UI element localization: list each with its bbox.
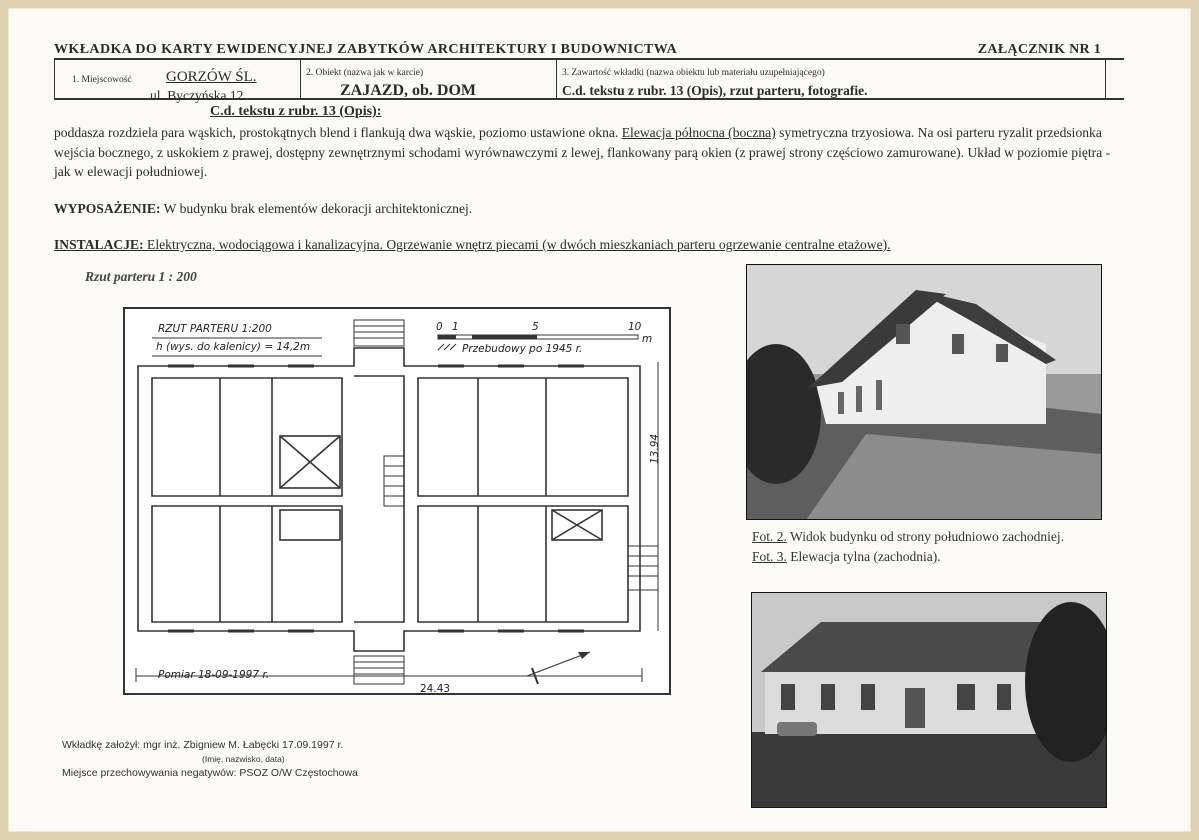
document-footer [62,738,358,780]
equipment-paragraph: WYPOSAŻENIE: W budynku brak elementów dekoracji architektonicznej. [54,200,473,216]
description-paragraph: poddasza rozdziela para wąskich, prostokątnych blend i flankują dwa wąskie, poziomo ustawione okna. Elewacja północna (boczna) symetryczna trzyosiowa. Na osi parteru ryzalit przedsionka wejścia bocznego, z uskokiem z prawej, dostępny zewnętrznymi schodami wyrównawczymi z lewej, flankowany parą okien (z prawej strony częściowo zamurowane). Układ w poziomie piętra - jak w elewacji południowej. [54,125,1111,179]
cell-separator [556,60,557,98]
floor-plan-drawing [122,306,672,696]
caption-photo-2: Fot. 2. Widok budynku od strony południowo zachodniej. [752,529,1064,544]
svg-text:5: 5 [532,321,539,333]
installations-label: INSTALACJE: [54,237,144,252]
photo-southwest-view [746,264,1102,520]
width-dimension: 24.43 [420,683,451,695]
cell-separator [1105,60,1106,98]
author-hint: (Imię, nazwisko, data) [202,754,285,764]
continuation-heading: C.d. tekstu z rubr. 13 (Opis): [210,104,382,119]
street-value: ul. Byczyńska 12 [150,88,244,103]
document-title: WKŁADKA DO KARTY EWIDENCYJNEJ ZABYTKÓW ARCHITEKTURY I BUDOWNICTWA [54,42,678,57]
object-value: ZAJAZD, ob. DOM [340,82,477,99]
svg-text:1: 1 [452,321,459,333]
cell-separator [54,60,55,98]
survey-date: Pomiar 18-09-1997 r. [158,669,270,681]
description-text [54,123,1124,255]
caption-photo-3: Fot. 3. Elewacja tylna (zachodnia). [752,548,941,564]
author-line: Wkładkę założył: mgr inż. Zbigniew M. Łabęcki 17.09.1997 r. [62,739,344,751]
annex-number: ZAŁĄCZNIK NR 1 [977,42,1101,57]
photo-rear-elevation [751,592,1107,808]
object-label: 2. Obiekt (nazwa jak w karcie) [306,68,424,78]
svg-text:Przebudowy po 1945 r.: Przebudowy po 1945 r. [462,343,583,355]
cell-separator [300,60,301,98]
equipment-label: WYPOSAŻENIE: [54,200,161,216]
storage-line: Miejsce przechowywania negatywów: PSOZ O/W Częstochowa [62,767,358,779]
content-label: 3. Zawartość wkładki (nazwa obiektu lub materiału uzupełniającego) [562,68,825,78]
svg-text:m: m [642,333,653,345]
north-elevation-link: Elewacja północna (boczna) [621,125,776,140]
plan-height-note: h (wys. do kalenicy) = 14,2m [156,341,311,353]
place-value: GORZÓW ŚL. [166,69,257,85]
installations-paragraph: INSTALACJE: Elektryczna, wodociągowa i kanalizacyjna. Ogrzewanie wnętrz piecami (w dwóch mieszkaniach parteru ogrzewanie centralne etażowe). [54,237,891,252]
plan-title: RZUT PARTERU 1:200 [158,323,272,335]
floor-plan-svg [122,306,672,696]
depth-dimension: 13.94 [649,433,661,464]
header-rule-top [54,58,1124,60]
svg-text:10: 10 [628,321,642,333]
plan-caption: Rzut parteru 1 : 200 [85,269,197,284]
svg-text:0: 0 [436,321,443,333]
photo-captions [752,528,1097,565]
content-value: C.d. tekstu z rubr. 13 (Opis), rzut parteru, fotografie. [562,83,868,98]
place-label: 1. Miejscowość [72,75,132,85]
